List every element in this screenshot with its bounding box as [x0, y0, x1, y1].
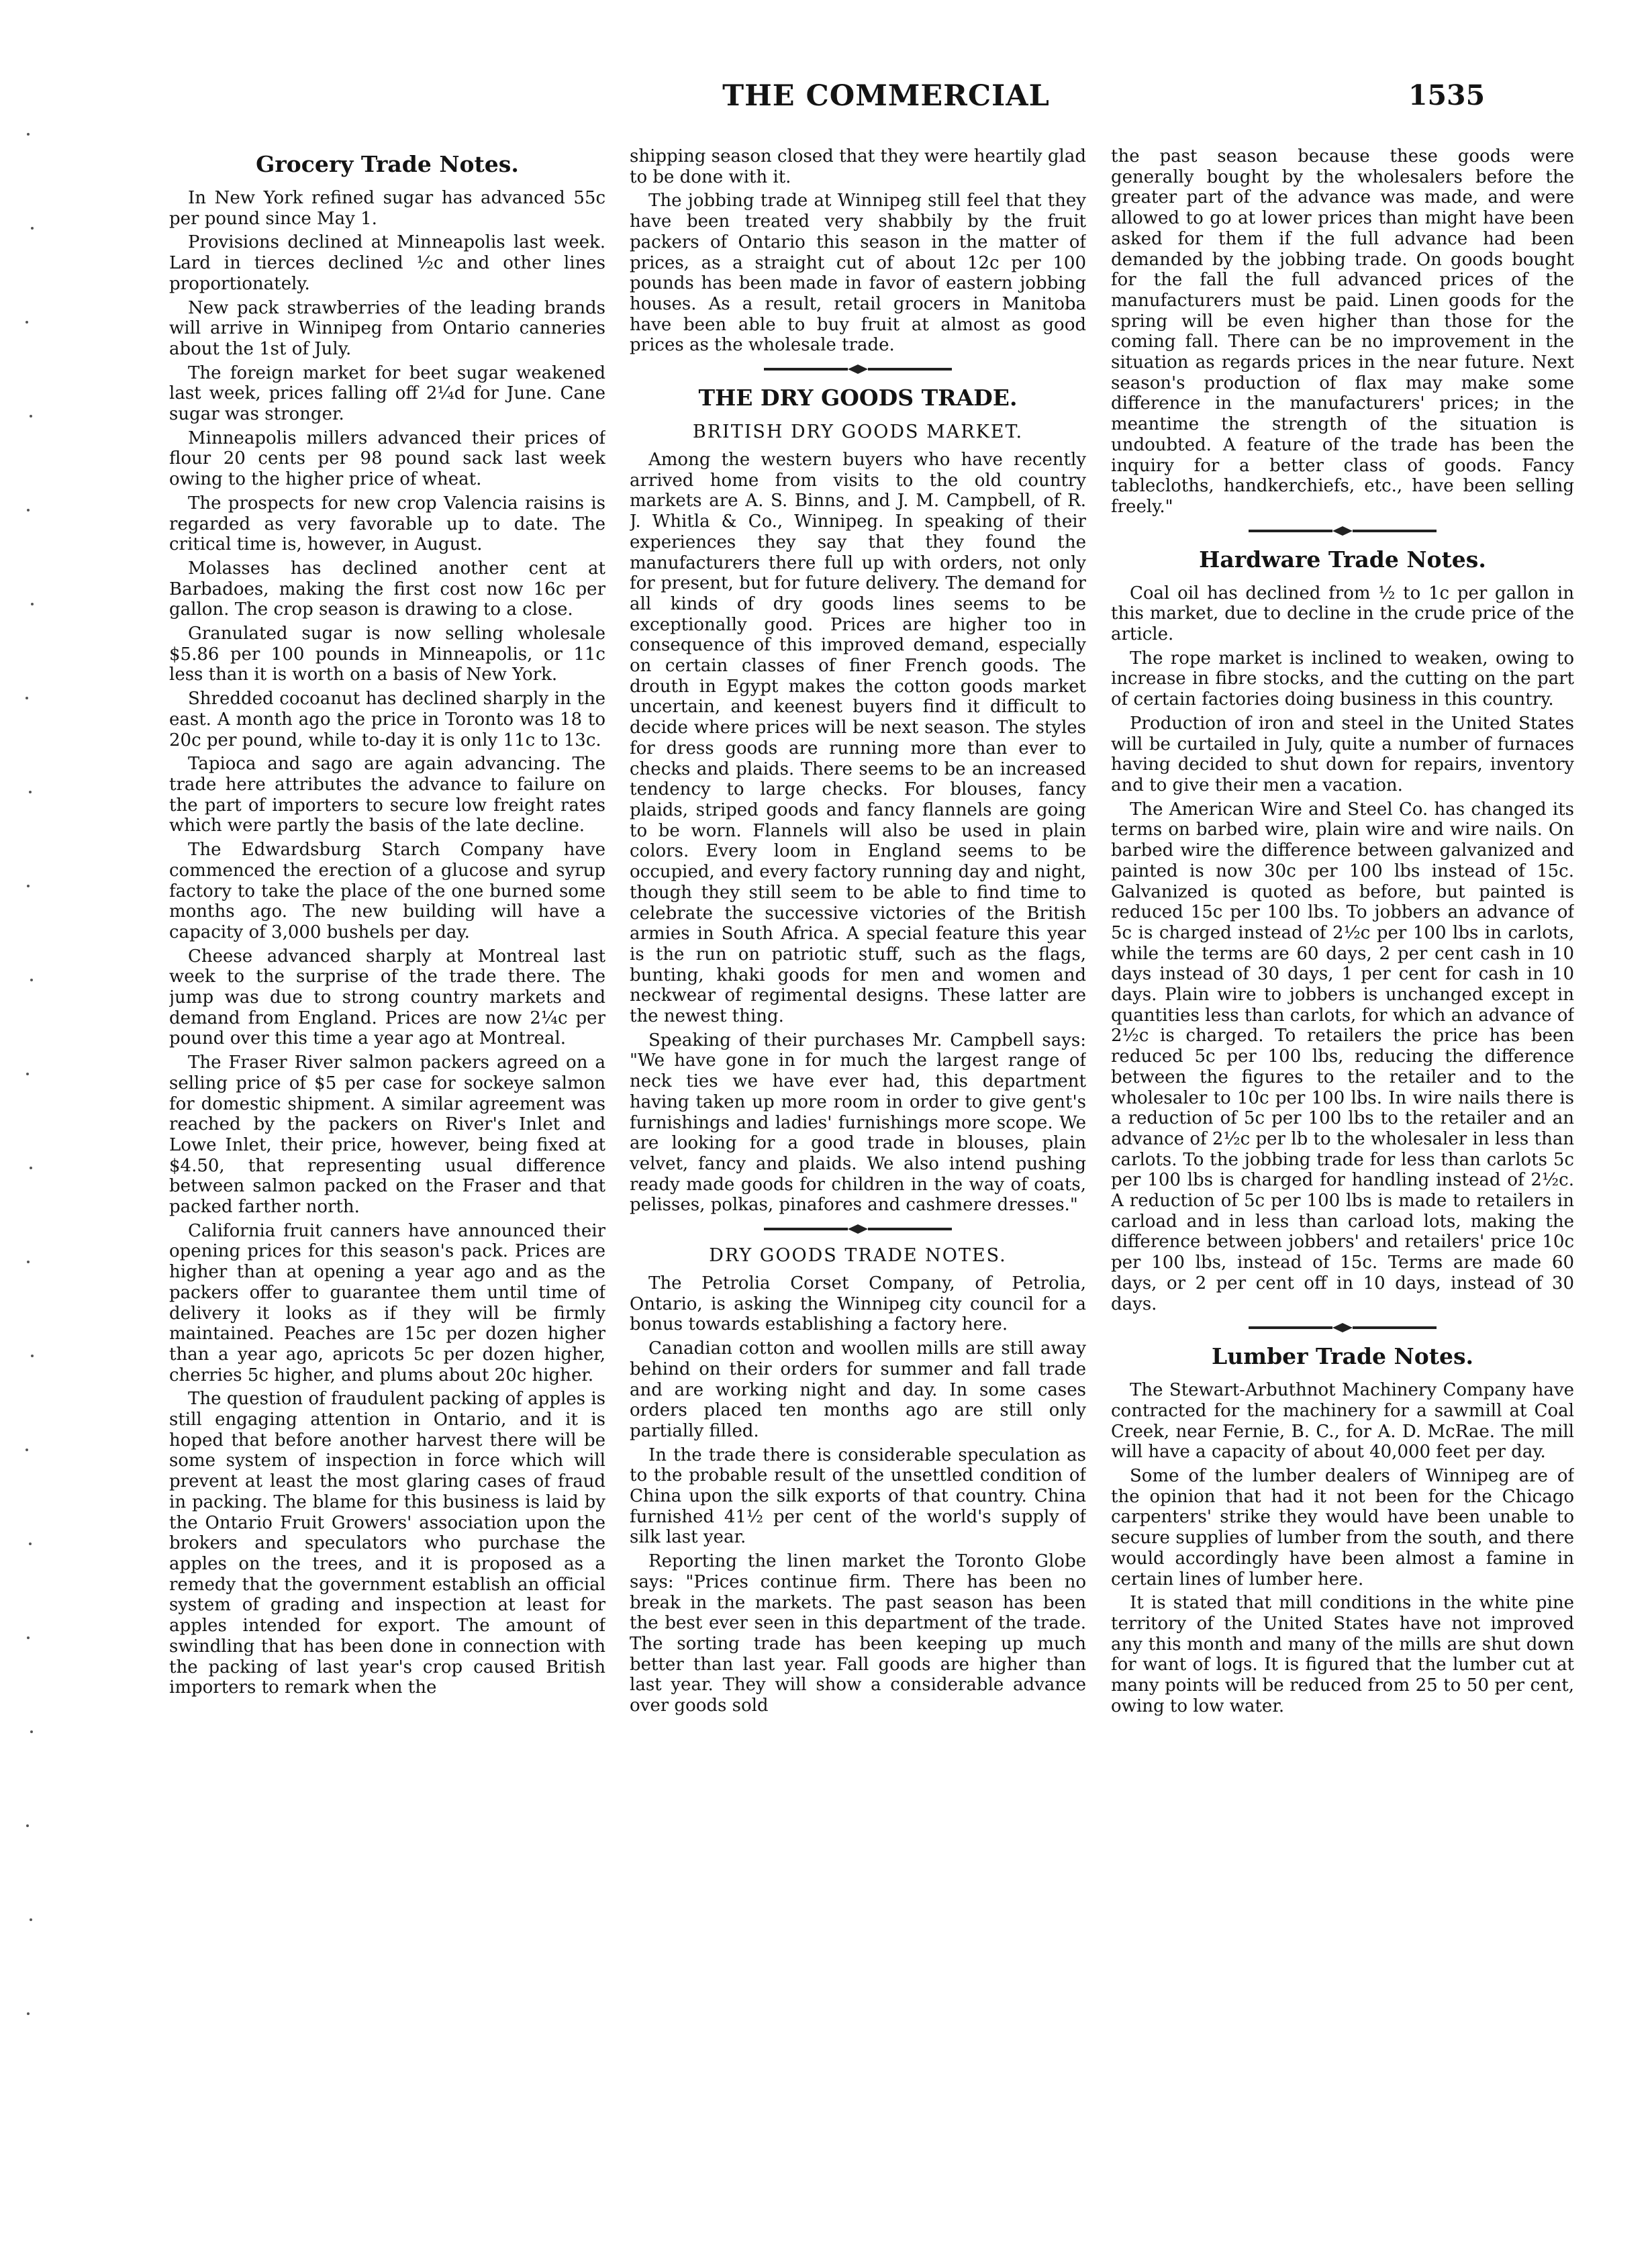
article-paragraph: California fruit canners have announced their opening prices for this season's pack. Prices are higher than at opening a year ago and as the packers offer to guarantee them until time of delivery it looks as if they will be firmly maintained. Peaches are 15c per dozen higher than a year ago, apricots 5c per dozen higher, cherries 5c higher, and plums about 20c higher.	[169, 1220, 605, 1385]
article-paragraph: Molasses has declined another cent at Barbadoes, making the first cost now 16c per gallon. The crop season is drawing to a close.	[169, 558, 605, 620]
article-paragraph: The jobbing trade at Winnipeg still feel that they have been treated very shabbily by the fruit packers of Ontario this season in the matter of prices, as a straight cut of about 12c per 100 pounds has been made in favor of eastern jobbing houses. As a result, retail grocers in Manitoba have been able to buy fruit at almost as good prices as the wholesale trade.	[630, 191, 1086, 356]
section-rule	[764, 1222, 952, 1236]
article-paragraph: Cheese advanced sharply at Montreal last week to the surprise of the trade there. The jump was due to strong country markets and demand from England. Prices are now 2¼c per pound over this time a year ago at Montreal.	[169, 946, 605, 1049]
article-paragraph: New pack strawberries of the leading brands will arrive in Winnipeg from Ontario canneries about the 1st of July.	[169, 297, 605, 359]
article-paragraph: The Petrolia Corset Company, of Petrolia, Ontario, is asking the Winnipeg city council for a bonus towards establishing a factory here.	[630, 1273, 1086, 1335]
column-2	[630, 146, 1086, 2220]
article-paragraph: Reporting the linen market the Toronto Globe says: "Prices continue firm. There has been no break in the markets. The past season has been the best ever seen in this department of the trade. The sorting trade has been keeping up much better than last year. Fall goods are higher than last year. They will show a considerable advance over goods sold	[630, 1551, 1086, 1716]
article-paragraph: Granulated sugar is now selling wholesale $5.86 per 100 pounds in Minneapolis, or 11c less than it is worth on a basis of New York.	[169, 624, 605, 685]
article-paragraph: Some of the lumber dealers of Winnipeg are of the opinion that had it not been for the Chicago carpenters' strike they would have been unable to secure supplies of lumber from the south, and there would accordingly have been almost a famine in certain lines of lumber here.	[1111, 1466, 1574, 1589]
section-heading-grocery-trade-notes: Grocery Trade Notes.	[256, 151, 519, 177]
column-3	[1111, 146, 1574, 2220]
article-paragraph: Shredded cocoanut has declined sharply in the east. A month ago the price in Toronto was 18 to 20c per pound, while to-day it is only 11c to 13c.	[169, 689, 605, 750]
article-paragraph: Minneapolis millers advanced their prices of flour 20 cents per 98 pound sack last week owing to the higher price of wheat.	[169, 428, 605, 490]
column-1	[169, 146, 605, 2220]
section-rule	[764, 362, 952, 376]
article-paragraph: The Stewart-Arbuthnot Machinery Company have contracted for the machinery for a sawmill at Coal Creek, near Fernie, B. C., for A. D. McRae. The mill will have a capacity of about 40,000 feet per day.	[1111, 1380, 1574, 1463]
section-rule	[1249, 1321, 1437, 1334]
section-heading-hardware-trade-notes: Hardware Trade Notes.	[1199, 546, 1486, 573]
article-paragraph: Provisions declined at Minneapolis last week. Lard in tierces declined ½c and other lines proportionately.	[169, 232, 605, 294]
article-paragraph: Among the western buyers who have recently arrived home from visits to the old country markets are A. S. Binns, and J. M. Campbell, of R. J. Whitla & Co., Winnipeg. In speaking of their experiences they say that they found the manufacturers there full up with orders, not only for present, but for future delivery. The demand for all kinds of dry goods lines seems to be exceptionally good. Prices are higher too in consequence of this improved demand, especially on certain classes of finer French goods. The drouth in Egypt makes the cotton goods market uncertain, and keenest buyers find it difficult to decide where prices will be next season. The styles for dress goods are running more than ever to checks and plaids. There seems to be an increased tendency to large checks. For blouses, fancy plaids, striped goods and fancy flannels are going to be worn. Flannels will also be used in plain colors. Every loom in England seems to be occupied, and every factory running day and night, though they still seem to be able to find time to celebrate the successive victories of the British armies in South Africa. A special feature this year is the run on patriotic stuff, such as the flags, bunting, khaki goods for men and women and neckwear of regimental designs. These latter are the newest thing.	[630, 450, 1086, 1027]
article-paragraph: the past season because these goods were generally bought by the wholesalers before the greater part of the advance was made, and were allowed to go at lower prices than might have been asked for them if the full advance had been demanded by the jobbing trade. On goods bought for the fall the full advanced prices of the manufacturers must be paid. Linen goods for the spring will be even higher than those for the coming fall. There can be no improvement in the situation as regards prices in the near future. Next season's production of flax may make some difference in the manufacturers' prices; in the meantime the strength of the situation is undoubted. A feature of the trade has been the inquiry for a better class of goods. Fancy tablecloths, handkerchiefs, etc., have been selling freely."	[1111, 146, 1574, 517]
article-paragraph: The foreign market for beet sugar weakened last week, prices falling off 2¼d for June. Cane sugar was stronger.	[169, 362, 605, 425]
section-subheading-british-dry-goods-market: BRITISH DRY GOODS MARKET.	[692, 422, 1024, 443]
running-head	[0, 79, 1652, 126]
masthead: THE COMMERCIAL	[722, 79, 1050, 113]
article-paragraph: Speaking of their purchases Mr. Campbell says: "We have gone in for much the largest range of neck ties we have ever had, this department having taken up more room in order to give gent's furnishings and ladies' furnishings more scope. We are looking for a good trade in blouses, plain velvet, fancy and plaids. We also intend pushing ready made goods for children in the way of coats, pelisses, polkas, pinafores and cashmere dresses."	[630, 1030, 1086, 1216]
article-paragraph: It is stated that mill conditions in the white pine territory of the United States have not improved any this month and many of the mills are shut down for want of logs. It is figured that the lumber cut at many points will be reduced from 25 to 50 per cent, owing to low water.	[1111, 1593, 1574, 1716]
article-paragraph: The prospects for new crop Valencia raisins is regarded as very favorable up to date. The critical time is, however, in August.	[169, 493, 605, 555]
section-rule	[1249, 524, 1437, 538]
article-paragraph: shipping season closed that they were heartily glad to be done with it.	[630, 146, 1086, 187]
article-paragraph: Tapioca and sago are again advancing. The trade here attributes the advance to failure on the part of importers to secure low freight rates which were partly the basis of the late decline.	[169, 754, 605, 836]
article-paragraph: The American Wire and Steel Co. has changed its terms on barbed wire, plain wire and wire nails. On barbed wire the difference between galvanized and painted is now 30c per 100 lbs instead of 15c. Galvanized is quoted as before, but painted is reduced 15c per 100 lbs. To jobbers an advance of 5c is charged instead of 2½c per 100 lbs in carlots, while the terms are 60 days, 2 per cent cash in 10 days instead of 30 days, 1 per cent for cash in 10 days. Plain wire to jobbers is unchanged except in quantities less than carlots, for which an advance of 2½c is charged. To retailers the price has been reduced 5c per 100 lbs, reducing the difference between the figures to the retailer and to the wholesaler to 10c per 100 lbs. In wire nails there is a reduction of 5c per 100 lbs to the retailer and an advance of 2½c per lb to the wholesaler in less than carlots. To the jobbing trade for less than carlots 5c per 100 lbs is charged for handling instead of 2½c. A reduction of 5c per 100 lbs is made to retailers in carload and in less than carload lots, making the difference between jobbers' and retailers' price 10c per 100 lbs, instead of 15c. Terms are made 60 days, or 2 per cent off in 10 days, instead of 30 days.	[1111, 799, 1574, 1314]
section-heading-lumber-trade-notes: Lumber Trade Notes.	[1211, 1343, 1474, 1370]
section-heading-the-dry-goods-trade: THE DRY GOODS TRADE.	[698, 385, 1018, 411]
article-paragraph: In the trade there is considerable speculation as to the probable result of the unsettled condition of China upon the silk exports of that country. China furnished 41½ per cent of the world's supply of silk last year.	[630, 1444, 1086, 1548]
section-subheading-dry-goods-trade-notes: DRY GOODS TRADE NOTES.	[709, 1245, 1007, 1267]
article-paragraph: The question of fraudulent packing of apples is still engaging attention in Ontario, and it is hoped that before another harvest there will be some system of inspection in force which will prevent at least the most glaring cases of fraud in packing. The blame for this business is laid by the Ontario Fruit Growers' association upon the brokers and speculators who purchase the apples on the trees, and it is proposed as a remedy that the government establish an official system of grading and inspection at least for apples intended for export. The amount of swindling that has been done in connection with the packing of last year's crop caused British importers to remark when the	[169, 1389, 605, 1698]
article-paragraph: The Edwardsburg Starch Company have commenced the erection of a glucose and syrup factory to take the place of the one burned some months ago. The new building will have a capacity of 3,000 bushels per day.	[169, 840, 605, 942]
page-number: 1535	[1408, 79, 1486, 111]
binding-margin-marks	[20, 107, 40, 2121]
article-paragraph: In New York refined sugar has advanced 55c per pound since May 1.	[169, 188, 605, 229]
article-paragraph: The rope market is inclined to weaken, owing to increase in fibre stocks, and the cutting on the part of certain factories doing business in this country.	[1111, 648, 1574, 710]
article-paragraph: Canadian cotton and woollen mills are still away behind on their orders for summer and fall trade and are working night and day. In some cases orders placed ten months ago are still only partially filled.	[630, 1338, 1086, 1441]
article-paragraph: Production of iron and steel in the United States will be curtailed in July, quite a number of furnaces having decided to shut down for repairs, inventory and to give their men a vacation.	[1111, 713, 1574, 795]
article-paragraph: The Fraser River salmon packers agreed on a selling price of $5 per case for sockeye salmon for domestic shipment. A similar agreement was reached by the packers on River's Inlet and Lowe Inlet, their price, however, being fixed at $4.50, that representing usual difference between salmon packed on the Fraser and that packed farther north.	[169, 1052, 605, 1218]
article-paragraph: Coal oil has declined from ½ to 1c per gallon in this market, due to decline in the crude price of the article.	[1111, 583, 1574, 645]
